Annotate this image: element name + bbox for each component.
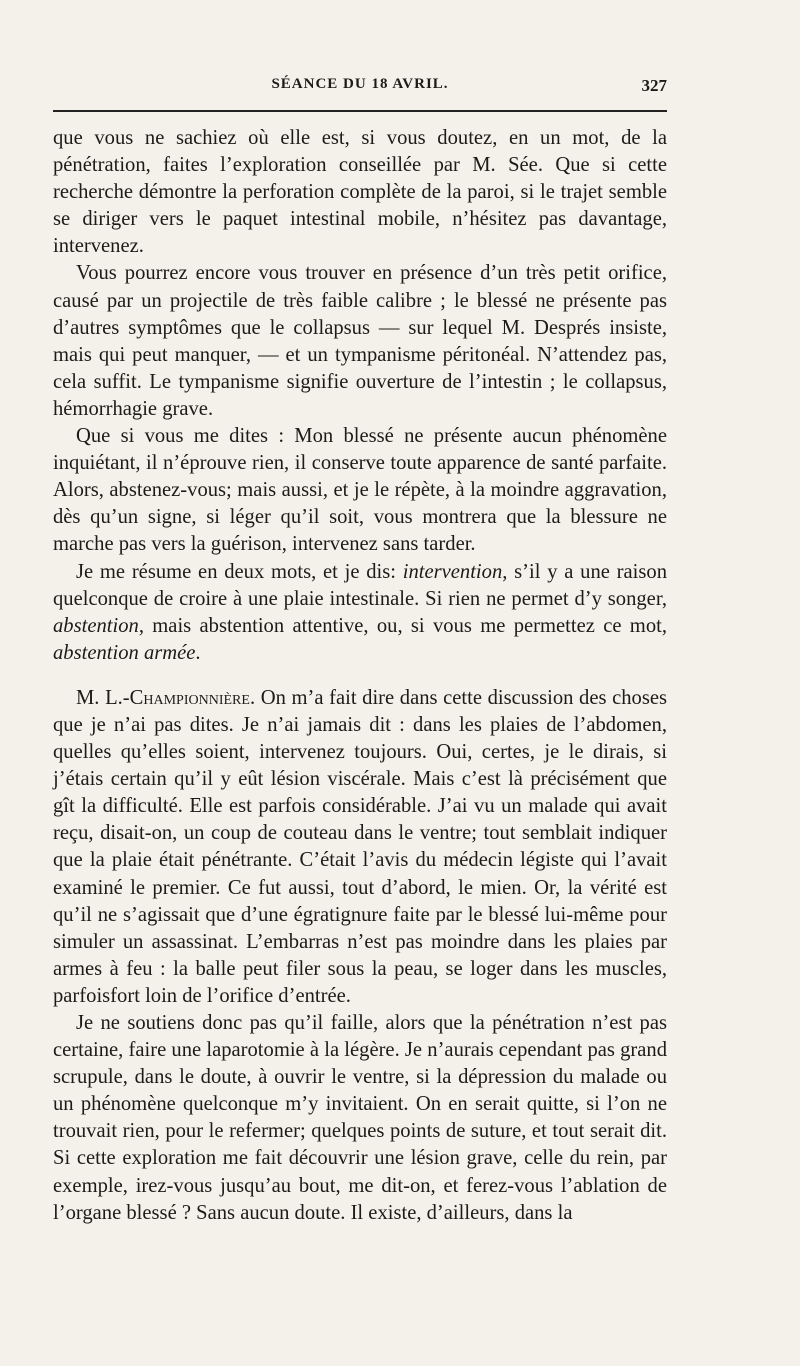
emphasis-abstention: abstention [53, 614, 139, 637]
paragraph: Que si vous me dites : Mon blessé ne présente aucun phénomène inquiétant, il n’éprouve rien, il conserve toute apparence de santé parfaite. Alors, abstenez-vous; mais aussi, et je le répète, à la moindre aggravation, dès qu’un signe, si léger qu’il soit, vous montrera que la blessure ne marche pas vers la guérison, intervenez sans tarder. [53, 425, 667, 556]
paragraph: Vous pourrez encore vous trouver en présence d’un très petit orifice, causé par un projectile de très faible calibre ; le blessé ne présente pas d’autres symptômes que le collapsus — sur lequel M. Després insiste, mais qui peut manquer, — et un tympanisme péritonéal. N’attendez pas, cela suffit. Le tympanisme signifie ouverture de l’intestin ; le collapsus, hémorrhagie grave. [53, 262, 667, 420]
paragraph-summary [53, 559, 667, 667]
speaker-name: M. L.-Championnière. [76, 686, 256, 709]
emphasis-abstention-armee: abstention armée [53, 641, 196, 664]
text-span: . [195, 641, 201, 664]
running-head: SÉANCE DU 18 AVRIL. [271, 76, 449, 92]
page-header [53, 76, 667, 102]
text-span: , mais abstention attentive, ou, si vous me permettez ce mot, [138, 614, 667, 637]
emphasis-intervention: intervention [402, 560, 503, 583]
paragraph-speaker [53, 685, 667, 1010]
body-text [53, 125, 667, 1227]
page-number: 327 [641, 76, 667, 95]
paragraph: Je ne soutiens donc pas qu’il faille, alors que la pénétration n’est pas certaine, faire une laparotomie à la légère. Je n’aurais cependant pas grand scrupule, dans le doute, à ouvrir le ventre, si la dépression du malade ou un phénomène quelconque m’y invitaient. On en serait quitte, si l’on ne trouvait rien, pour le refermer; quelques points de suture, et tout serait dit. Si cette exploration me fait découvrir une lésion grave, celle du rein, par exemple, irez-vous jusqu’au bout, me dit-on, et ferez-vous l’ablation de l’organe blessé ? Sans aucun doute. Il existe, d’ailleurs, dans la [53, 1012, 667, 1224]
paragraph-continuation: que vous ne sachiez où elle est, si vous doutez, en un mot, de la pénétration, faites l’exploration conseillée par M. Sée. Que si cette recherche démontre la perforation complète de la paroi, si le trajet semble se diriger vers le paquet intestinal mobile, n’hésitez pas davantage, intervenez. [53, 127, 667, 258]
header-rule [53, 110, 667, 112]
text-span: , s’il y a une raison quelconque de croire à une plaie intestinale. Si rien ne permet d’y songer, [53, 560, 667, 610]
text-span: Je me résume en deux mots, et je dis: [76, 560, 403, 583]
text-span: On m’a fait dire dans cette discussion des choses que je n’ai pas dites. Je n’ai jamais dit : dans les plaies de l’abdomen, quelles qu’elles soient, intervenez toujours. Oui, certes, je le dirais, si j’étais certain qu’il y eût lésion viscérale. Mais c’est là précisément que gît la difficulté. Elle est parfois considérable. J’ai vu un malade qui avait reçu, disait-on, un coup de couteau dans le ventre; tout semblait indiquer que la plaie était pénétrante. C’était l’avis du médecin légiste qui l’avait examiné le premier. Ce fut aussi, tout d’abord, le mien. Or, la vérité est qu’il ne s’agissait que d’une égratignure faite par le blessé lui-même pour simuler un assassinat. L’embarras n’est pas moindre dans les plaies par armes à feu : la balle peut filer sous la peau, se loger dans les muscles, parfoisfort loin de l’orifice d’entrée. [53, 686, 667, 1007]
